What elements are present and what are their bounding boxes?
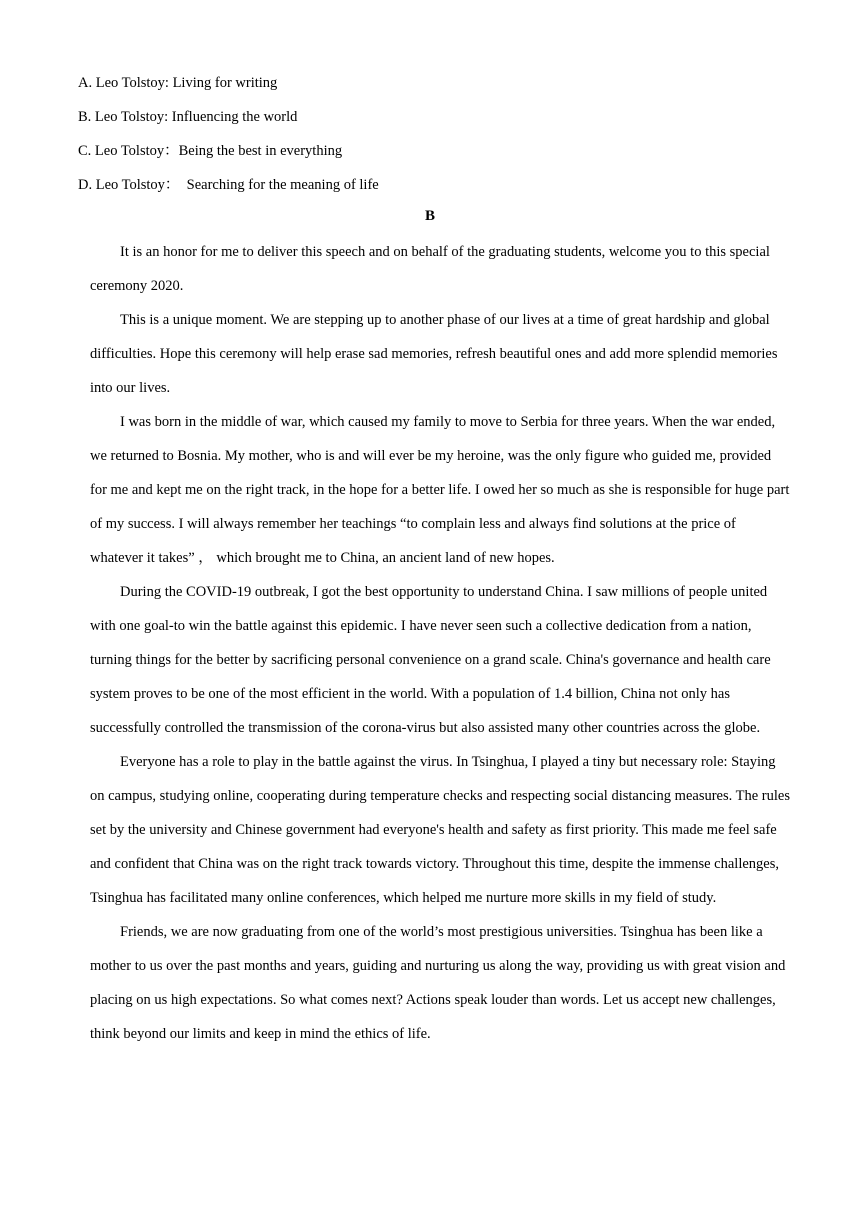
paragraph: It is an honor for me to deliver this speech and on behalf of the graduating students, welcome you to this special ceremony 2020. [90,244,770,294]
answer-option-b: B. Leo Tolstoy: Influencing the world [78,109,298,125]
passage-text [90,235,790,1051]
paragraph: This is a unique moment. We are stepping up to another phase of our lives at a time of great hardship and global difficulties. Hope this ceremony will help erase sad memories, refresh beautiful ones and add more splendid memories into our lives. [90,312,778,396]
paragraph: I was born in the middle of war, which caused my family to move to Serbia for three years. When the war ended, we returned to Bosnia. My mother, who is and will ever be my heroine, was the only figure who guided me, provided for me and kept me on the right track, in the hope for a better life. I owed her so much as she is responsible for huge part of my success. I will always remember her teachings “to complain less and always find solutions at the price of whatever it takes” ， which brought me to China, an ancient land of new hopes. [90,414,790,566]
answer-option-c: C. Leo Tolstoy：Being the best in everything [78,143,343,159]
section-heading: B [424,208,435,224]
paragraph: During the COVID-19 outbreak, I got the best opportunity to understand China. I saw millions of people united with one goal-to win the battle against this epidemic. I have never seen such a collective dedication from a nation, turning things for the better by sacrificing personal convenience on a grand scale. China's governance and health care system proves to be one of the most efficient in the world. With a population of 1.4 billion, China not only has successfully controlled the transmission of the corona-virus but also assisted many other countries across the globe. [90,584,771,736]
paragraph: Friends, we are now graduating from one of the world’s most prestigious universities. Tsinghua has been like a mother to us over the past months and years, guiding and nurturing us along the way, providing us with great vision and placing on us high expectations. So what comes next? Actions speak louder than words. Let us accept new challenges, think beyond our limits and keep in mind the ethics of life. [90,924,786,1042]
answer-option-a: A. Leo Tolstoy: Living for writing [78,75,278,91]
paragraph: Everyone has a role to play in the battle against the virus. In Tsinghua, I played a tiny but necessary role: Staying on campus, studying online, cooperating during temperature checks and respecting social distancing measures. The rules set by the university and Chinese government had everyone's health and safety as first priority. This made me feel safe and confident that China was on the right track towards victory. Throughout this time, despite the immense challenges, Tsinghua has facilitated many online conferences, which helped me nurture more skills in my field of study. [90,754,790,906]
answer-option-d: D. Leo Tolstoy： Searching for the meaning of life [78,177,379,193]
